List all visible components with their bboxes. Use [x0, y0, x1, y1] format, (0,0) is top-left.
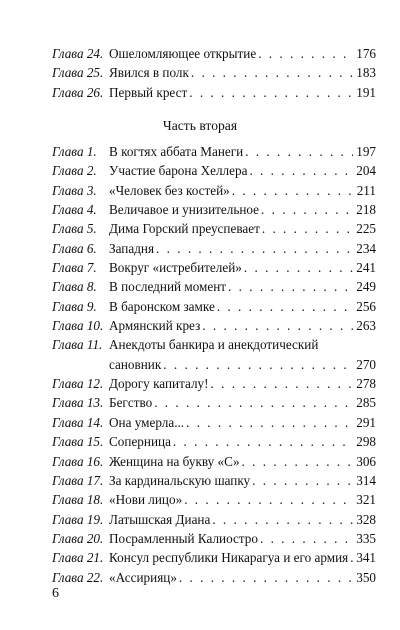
toc-row [52, 63, 376, 82]
page-ref: 218 [356, 202, 376, 218]
chapter-number: Глава 11. [52, 337, 103, 353]
toc-row [52, 44, 376, 63]
page-number: 6 [52, 586, 59, 601]
chapter-number: Глава 26. [52, 84, 104, 100]
dot-leader [242, 452, 354, 471]
page-ref: 197 [356, 144, 376, 159]
toc-entry [109, 471, 376, 490]
chapter-title-line-2: сановник [109, 356, 162, 372]
toc-entry [109, 548, 376, 567]
page-ref: 350 [356, 569, 376, 585]
page-ref: 298 [356, 434, 376, 450]
dot-leader [252, 471, 353, 490]
toc-entry [109, 374, 376, 393]
chapter-number: Глава 3. [52, 182, 97, 198]
page-ref: 263 [356, 318, 376, 334]
chapter-number: Глава 8. [52, 279, 97, 295]
chapter-number: Глава 12. [52, 376, 104, 392]
toc-entry [109, 510, 376, 529]
chapter-title: В баронском замке [109, 298, 215, 314]
chapter-number: Глава 20. [52, 530, 104, 546]
toc-row [52, 258, 376, 277]
toc-row [52, 83, 376, 102]
chapter-title: Ошеломляющее открытие [109, 46, 257, 61]
toc-row [52, 490, 376, 509]
toc-row [52, 510, 376, 529]
toc-row [52, 142, 376, 161]
dot-leader [260, 529, 353, 548]
chapter-number: Глава 10. [52, 318, 104, 334]
chapter-number: Глава 1. [52, 144, 97, 159]
page-ref: 234 [356, 240, 376, 256]
page-ref: 341 [356, 550, 376, 566]
page-ref: 225 [356, 221, 376, 237]
page-ref: 306 [356, 453, 376, 469]
chapter-title: «Нови лицо» [109, 492, 183, 508]
page-ref: 191 [356, 84, 376, 100]
chapter-number: Глава 9. [52, 298, 97, 314]
chapter-title: В последний момент [109, 279, 227, 295]
page-ref: 335 [356, 530, 376, 546]
dot-leader [217, 297, 353, 316]
chapter-title: Она умерла... [109, 414, 185, 430]
toc-row [52, 393, 376, 412]
dot-leader [156, 239, 353, 258]
chapter-title: Первый крест [109, 84, 188, 100]
dot-leader [173, 432, 353, 451]
toc-row [52, 316, 376, 335]
chapter-number: Глава 7. [52, 260, 97, 276]
chapter-title: Дорогу капиталу! [109, 376, 209, 392]
toc-entry [109, 63, 376, 82]
toc-entry [109, 432, 376, 451]
toc-row [52, 529, 376, 548]
chapter-number: Глава 17. [52, 472, 104, 488]
toc-entry [109, 568, 376, 587]
page-ref: 176 [356, 46, 376, 61]
chapter-number: Глава 15. [52, 434, 104, 450]
chapter-title: Вокруг «истребителей» [109, 260, 242, 276]
dot-leader [179, 568, 353, 587]
toc-row [52, 471, 376, 490]
toc-row [52, 239, 376, 258]
toc-row [52, 335, 376, 374]
toc-part-two [52, 142, 376, 587]
dot-leader [258, 44, 353, 63]
chapter-title: Посрамленный Калиостро [109, 530, 258, 546]
chapter-title: Величавое и унизительное [109, 202, 260, 218]
dot-leader [211, 374, 354, 393]
dot-leader [212, 510, 353, 529]
chapter-title: «Ассирияц» [109, 569, 177, 585]
chapter-number: Глава 25. [52, 65, 104, 81]
chapter-title: Соперница [109, 434, 171, 450]
chapter-title: За кардинальскую шапку [109, 472, 251, 488]
dot-leader [262, 219, 353, 238]
section-title: Часть вторая [162, 118, 238, 133]
toc-row [52, 277, 376, 296]
chapter-title: Западня [109, 240, 155, 256]
toc-entry [109, 200, 376, 219]
dot-leader [245, 142, 353, 161]
page-ref: 204 [356, 163, 376, 179]
toc-row [52, 374, 376, 393]
toc-entry [109, 219, 376, 238]
chapter-number: Глава 19. [52, 511, 104, 527]
toc-entry [109, 297, 376, 316]
toc-entry [109, 181, 376, 200]
page-ref: 211 [356, 182, 376, 198]
page-ref: 270 [356, 356, 376, 372]
dot-leader [191, 63, 353, 82]
dot-leader [249, 161, 353, 180]
chapter-number: Глава 14. [52, 414, 104, 430]
dot-leader [189, 83, 353, 102]
chapter-title: Бегство [109, 395, 153, 411]
dot-leader [244, 258, 353, 277]
page-ref: 285 [356, 395, 376, 411]
chapter-title: В когтях аббата Манеги [109, 144, 244, 159]
chapter-title: Консул республики Никарагуа и его армия [109, 550, 349, 566]
toc-entry [109, 393, 376, 412]
page-ref: 314 [356, 472, 376, 488]
toc-row [52, 432, 376, 451]
toc-entry [109, 83, 376, 102]
dot-leader [350, 548, 353, 567]
toc-row [52, 548, 376, 567]
toc-entry [109, 413, 376, 432]
toc-entry [109, 452, 376, 471]
chapter-number: Глава 21. [52, 550, 104, 566]
chapter-title: Женщина на букву «С» [109, 453, 240, 469]
toc-row [52, 161, 376, 180]
chapter-number: Глава 18. [52, 492, 104, 508]
toc-entry [109, 316, 376, 335]
chapter-title: Латышская Диана [109, 511, 211, 527]
chapter-title: Явился в полк [109, 65, 189, 81]
toc-entry [109, 161, 376, 180]
toc-row [52, 200, 376, 219]
dot-leader [228, 277, 353, 296]
chapter-number: Глава 16. [52, 453, 104, 469]
chapter-title: Дима Горский преуспевает [109, 221, 260, 237]
dot-leader [184, 490, 353, 509]
dot-leader [202, 316, 353, 335]
toc-entry [109, 239, 376, 258]
dot-leader [232, 181, 354, 200]
toc-row [52, 568, 376, 587]
chapter-number: Глава 2. [52, 163, 97, 179]
dot-leader [154, 393, 353, 412]
dot-leader [261, 200, 353, 219]
toc-entry [109, 490, 376, 509]
chapter-number: Глава 6. [52, 240, 97, 256]
chapter-number: Глава 24. [52, 46, 104, 61]
page-ref: 256 [356, 298, 376, 314]
chapter-title: Участие барона Хеллера [109, 163, 248, 179]
toc-row [52, 181, 376, 200]
page-ref: 278 [356, 376, 376, 392]
toc-entry [109, 44, 376, 63]
toc-entry [109, 142, 376, 161]
chapter-number: Глава 5. [52, 221, 97, 237]
chapter-title-line-2-wrap [109, 355, 376, 374]
chapter-title: «Человек без костей» [109, 182, 230, 198]
toc-entry [109, 258, 376, 277]
chapter-title-line-1: Анекдоты банкира и анекдотический [109, 337, 319, 353]
toc-entry [109, 529, 376, 548]
chapter-title: Армянский крез [109, 318, 201, 334]
toc-row [52, 219, 376, 238]
toc-entry [109, 277, 376, 296]
toc-row [52, 413, 376, 432]
toc-row [52, 452, 376, 471]
page-ref: 291 [356, 414, 376, 430]
page-ref: 328 [356, 511, 376, 527]
page-ref: 183 [356, 65, 376, 81]
page-ref: 321 [356, 492, 376, 508]
dot-leader [186, 413, 353, 432]
chapter-number: Глава 13. [52, 395, 104, 411]
toc-entry [109, 335, 376, 374]
dot-leader [163, 355, 353, 374]
chapter-number: Глава 4. [52, 202, 97, 218]
page-ref: 249 [356, 279, 376, 295]
toc-part-one-tail [52, 44, 376, 102]
page-ref: 241 [356, 260, 376, 276]
chapter-number: Глава 22. [52, 569, 104, 585]
toc-row [52, 297, 376, 316]
